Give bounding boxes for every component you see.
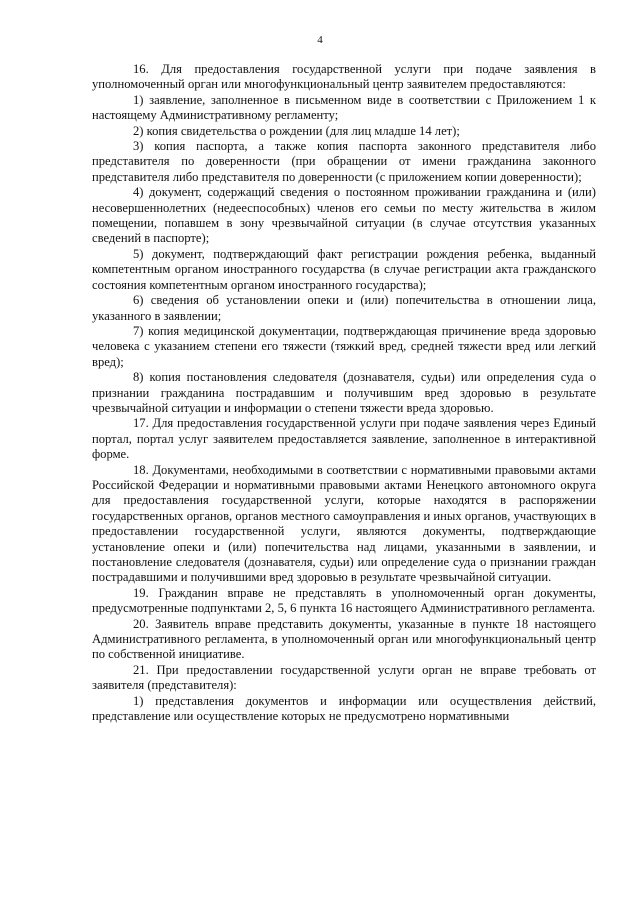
paragraph-16-item-2: 2) копия свидетельства о рождении (для лиц младше 14 лет); [133,123,460,138]
document-body [92,62,596,724]
paragraph-16-item-8: 8) копия постановления следователя (дознавателя, судьи) или определения суда о признании гражданина пострадавшим и получившим вред здоровью в результате чрезвычайной ситуации и информации о степени тяжести вреда здоровью. [92,370,596,415]
paragraph-21-item-1: 1) представления документов и информации или осуществления действий, представление или осуществление которых не предусмотрено нормативными [92,693,596,724]
paragraph-18: 18. Документами, необходимыми в соответствии с нормативными правовыми актами Российской Федерации и нормативными правовыми актами Ненецкого автономного округа для предоставления государственной услуги, которые находятся в распоряжении государственных органов, органов местного самоуправления и иных органов, участвующих в предоставлении государственной услуги, являются документы, подтверждающие установление опеки и (или) попечительства над лицами, указанными в заявлении, и постановление следователя (дознавателя, судьи) или определение суда о признании граждан пострадавшими и получившими вред здоровью в результате чрезвычайной ситуации. [92,462,596,585]
paragraph-20: 20. Заявитель вправе представить документы, указанные в пункте 18 настоящего Административного регламента, в уполномоченный орган или многофункциональный центр по собственной инициативе. [92,616,596,662]
paragraph-21: 21. При предоставлении государственной услуги орган не вправе требовать от заявителя (представителя): [92,662,596,693]
paragraph-16-item-7: 7) копия медицинской документации, подтверждающая причинение вреда здоровью человека с указанием степени его тяжести (тяжкий вред, средней тяжести вред или легкий вред); [92,323,596,369]
paragraph-16-item-6: 6) сведения об установлении опеки и (или) попечительства в отношении лица, указанного в заявлении; [92,293,596,323]
paragraph-16-item-4: 4) документ, содержащий сведения о постоянном проживании гражданина и (или) несовершеннолетних (недееспособных) членов его семьи по месту жительства в жилом помещении, попавшем в зону чрезвычайной ситуации (в случае отсутствия указанных сведений в паспорте); [92,185,596,246]
paragraph-16-item-3: 3) копия паспорта, а также копия паспорта законного представителя либо представителя по доверенности (при обращении от имени гражданина законного представителя либо представителя по доверенности (с приложением копии доверенности); [92,139,596,184]
paragraph-16: 16. Для предоставления государственной услуги при подаче заявления в уполномоченный орган или многофункциональный центр заявителем предоставляются: [92,62,596,92]
paragraph-19: 19. Гражданин вправе не представлять в уполномоченный орган документы, предусмотренные подпунктами 2, 5, 6 пункта 16 настоящего Административного регламента. [92,585,596,616]
page-number: 4 [317,34,323,46]
paragraph-17: 17. Для предоставления государственной услуги при подаче заявления через Единый портал, портал услуг заявителем предоставляется заявление, заполненное в интерактивной форме. [92,416,596,462]
paragraph-16-item-1: 1) заявление, заполненное в письменном виде в соответствии с Приложением 1 к настоящему Административному регламенту; [92,92,596,123]
paragraph-16-item-5: 5) документ, подтверждающий факт регистрации рождения ребенка, выданный компетентным органом иностранного государства (в случае регистрации акта гражданского состояния компетентным органом иностранного государства); [92,246,596,292]
